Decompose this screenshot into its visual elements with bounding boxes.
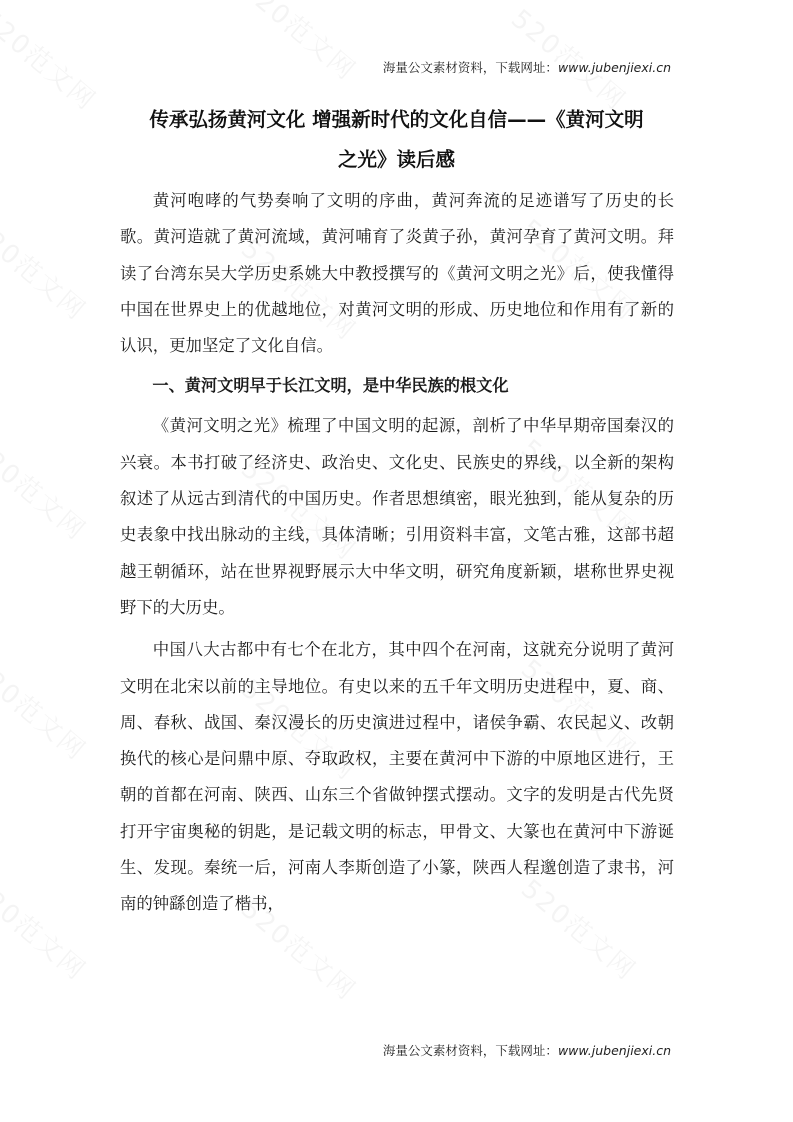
footer-note-url: www.jubenjiexi.cn bbox=[557, 1043, 671, 1058]
title-line-2: 之光》读后感 bbox=[337, 148, 455, 171]
watermark-text bbox=[0, 649, 95, 767]
header-note-url: www.jubenjiexi.cn bbox=[557, 60, 671, 75]
paragraph-intro: 黄河咆哮的气势奏响了文明的序曲，黄河奔流的足迹谱写了历史的长歌。黄河造就了黄河流域，黄河哺育了炎黄子孙，黄河孕育了黄河文明。拜读了台湾东吴大学历史系姚大中教授撰写的《黄河文明之光》后，使我懂得中国在世界史上的优越地位，对黄河文明的形成、历史地位和作用有了新的认识，更加坚定了文化自信。 bbox=[120, 191, 674, 356]
footer-note-label: 海量公文素材资料，下载网址： bbox=[382, 1043, 558, 1058]
header-note-label: 海量公文素材资料，下载网址： bbox=[382, 60, 558, 75]
paragraph-book-summary: 《黄河文明之光》梳理了中国文明的起源，剖析了中华早期帝国秦汉的兴衰。本书打破了经济史、政治史、文化史、民族史的界线，以全新的架构叙述了从远古到清代的中国历史。作者思想缜密，眼光独到，能从复杂的历史表象中找出脉动的主线，具体清晰；引用资料丰富，文笔古雅，这部书超越王朝循环，站在世界视野展示大中华文明，研究角度新颖，堪称世界史视野下的大历史。 bbox=[120, 416, 674, 617]
title-line-1: 传承弘扬黄河文化 增强新时代的文化自信——《黄河文明 bbox=[149, 108, 644, 131]
header-note bbox=[383, 58, 671, 76]
paragraph-ancient-capitals: 中国八大古都中有七个在北方，其中四个在河南，这就充分说明了黄河文明在北宋以前的主导地位。有史以来的五千年文明历史进程中，夏、商、周、春秋、战国、秦汉漫长的历史演进过程中，诸侯争霸、农民起义、改朝换代的核心是问鼎中原、夺取政权，主要在黄河中下游的中原地区进行，王朝的首都在河南、陕西、山东三个省做钟摆式摆动。文字的发明是古代先贤打开宇宙奥秘的钥匙，是记载文明的标志，甲骨文、大篆也在黄河中下游诞生、发现。秦统一后，河南人李斯创造了小篆，陕西人程邈创造了隶书，河南的钟繇创造了楷书， bbox=[120, 640, 674, 914]
watermark-text bbox=[234, 0, 365, 88]
watermark-text bbox=[0, 869, 95, 987]
watermark-text bbox=[0, 0, 105, 118]
watermark-text bbox=[0, 429, 95, 547]
document-body bbox=[120, 183, 674, 923]
watermark-text bbox=[0, 209, 95, 327]
section-heading-1: 一、黄河文明早于长江文明，是中华民族的根文化 bbox=[152, 376, 509, 396]
footer-note bbox=[383, 1041, 671, 1059]
page-title bbox=[120, 100, 673, 180]
